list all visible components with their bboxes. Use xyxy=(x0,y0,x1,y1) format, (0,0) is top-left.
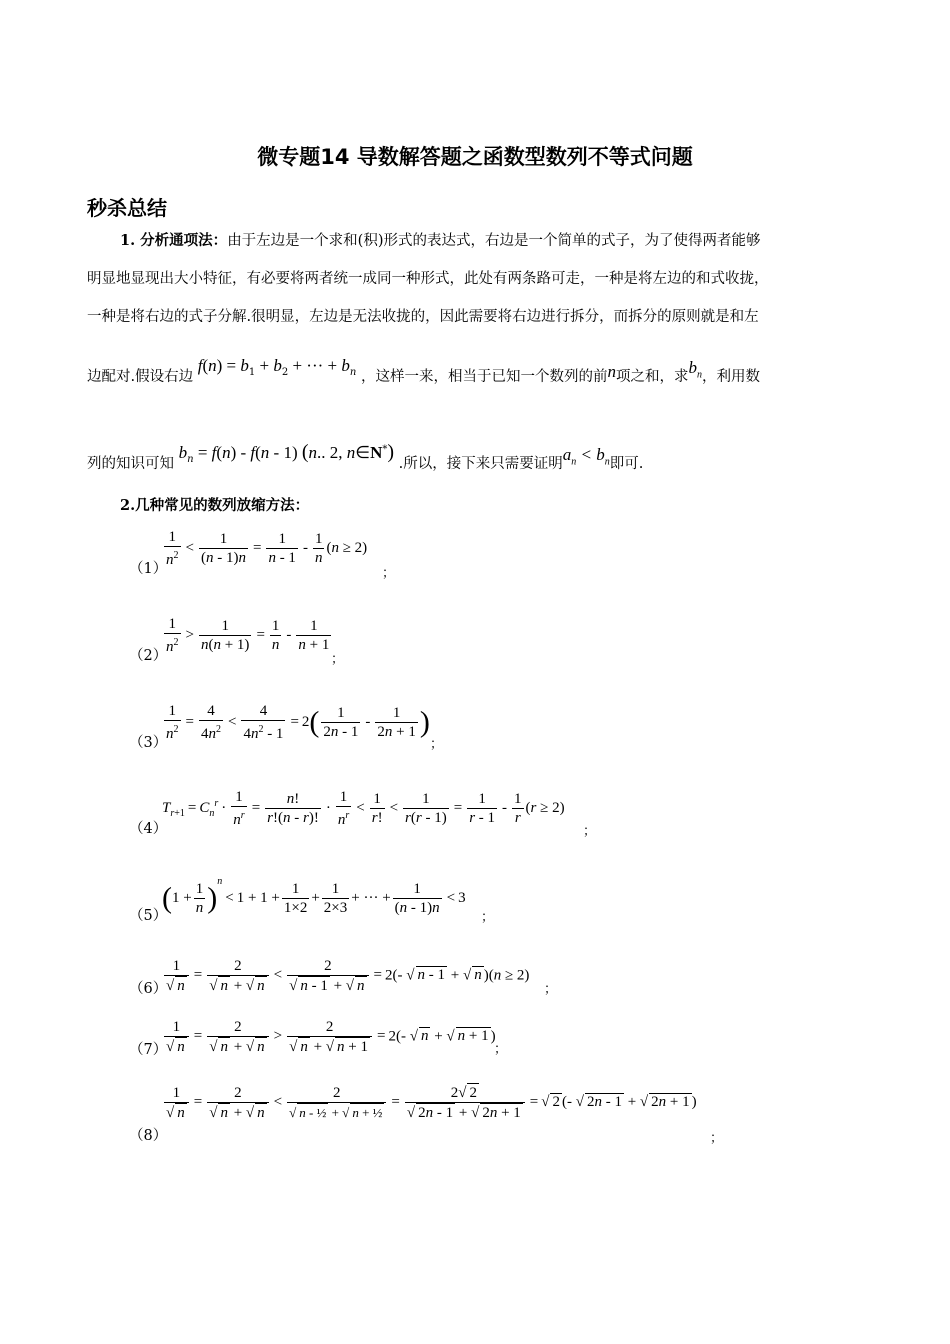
formula-bn: $b_n = f(n) - f(n - 1)$ (n.. 2, n∈N*) xyxy=(178,440,395,465)
page-title: 微专题14 导数解答题之函数型数列不等式问题 xyxy=(257,145,693,169)
item-7-label: （7） xyxy=(129,1042,168,1058)
p1-line4 xyxy=(87,356,760,393)
formula-5: (1 + $\frac{1}{n}$ )$^n$< 1 + 1 + $\frac{1}{1\times 2}$ + $\frac{1}{2\times 3}$ + ··· + $\frac{1}{(n - 1)n}$ < 3 xyxy=(162,876,466,917)
p1-text5c: 即可. xyxy=(609,455,644,472)
formula-fn: $f(n) = b_1 + b_2$ + ··· + $b_n$ xyxy=(197,356,357,378)
semicolon-3: ； xyxy=(430,737,444,752)
p1-text5b: .所以，接下来只需要证明 xyxy=(398,455,563,472)
item-4-label: （4） xyxy=(129,821,168,837)
formula-1: $\frac{1}{n^2}$ < $\frac{1}{(n - 1)n}$ = $\frac{1}{n - 1}$ - $\frac{1}{n}$ (n ≥ 2) xyxy=(166,529,368,568)
semicolon-4: ； xyxy=(583,824,597,839)
p1-text5a: 列的知识可知 xyxy=(87,455,174,472)
semicolon-6: ； xyxy=(544,982,558,997)
p1-line1 xyxy=(120,231,761,251)
section-heading: 秒杀总结 xyxy=(87,196,167,220)
semicolon-7: ； xyxy=(494,1042,508,1057)
p1-line5 xyxy=(87,440,644,480)
item-8-label: （8） xyxy=(129,1128,168,1144)
formula-6: $\frac{1}{√ n}$ = $\frac{2}{√ n + √ n}$ < $\frac{2}{√ n - 1 + √ n}$ = 2(- √ n - 1 + √ n )(n ≥ 2) xyxy=(166,958,530,994)
semicolon-2: ； xyxy=(331,652,345,667)
p1-text1: 由于左边是一个求和(积)形式的表达式，右边是一个简单的式子，为了使得两者能够 xyxy=(227,233,761,249)
item-5-label: （5） xyxy=(129,908,168,924)
item-2-label: （2） xyxy=(129,648,168,664)
formula-an-bn: $a_n < b_n$ xyxy=(562,444,610,468)
item-1-label: （1） xyxy=(129,561,168,577)
formula-4: $T_{r+1} = C_n^r$ · $\frac{1}{n^r}$ = $\frac{n!}{r!(n - r)!}$ · $\frac{1}{n^r}$ < $\frac{1}{r!}$ < $\frac{1}{r(r - 1)}$ = $\frac{1}{r - 1}$ - $\frac{1}{r}$ (r ≥ 2) xyxy=(162,789,565,828)
p1-text4a: 边配对.假设右边 xyxy=(87,369,194,385)
p1-line2: 明显地显现出大小特征，有必要将两者统一成同一种形式，此处有两条路可走，一种是将左边的和式收拢， xyxy=(87,271,769,287)
item-6-label: （6） xyxy=(129,981,168,997)
p1-text4c: 项之和，求 xyxy=(615,369,689,385)
p1-line3: 一种是将右边的式子分解.很明显，左边是无法收拢的，因此需要将右边进行拆分，而拆分的原则就是和左 xyxy=(87,309,759,325)
formula-7: $\frac{1}{√ n}$ = $\frac{2}{√ n + √ n}$ > $\frac{2}{√ n + √ n + 1}$ = 2(- √ n + √ n + 1 ) xyxy=(166,1019,496,1055)
p2-lead: 2.几种常见的数列放缩方法： xyxy=(120,497,310,514)
var-bn: $b_n$ xyxy=(688,358,702,381)
semicolon-8: ； xyxy=(710,1131,724,1146)
formula-8: $\frac{1}{√ n}$ = $\frac{2}{√ n + √ n}$ < $\frac{2}{\text{√ n - ½ + √ n + ½}}$ = $\frac{2√ 2}{√ 2n - 1 + √ 2n + 1}$ = √ 2 (- √ 2n - 1 + √ 2n + 1 ) xyxy=(166,1084,697,1121)
semicolon-5: ； xyxy=(481,910,495,925)
item-3-label: （3） xyxy=(129,735,168,751)
p1-text4b: ，这样一来，相当于已知一个数列的前 xyxy=(360,369,608,385)
var-n: n xyxy=(607,362,616,381)
p1-text4d: ，利用数 xyxy=(701,369,760,385)
semicolon-1: ； xyxy=(382,566,396,581)
formula-2: $\frac{1}{n^2}$ > $\frac{1}{n(n + 1)}$ = $\frac{1}{n}$ - $\frac{1}{n + 1}$ xyxy=(166,616,330,655)
formula-3: $\frac{1}{n^2}$ = $\frac{4}{4n^2}$ < $\frac{4}{4n^2 - 1}$ = 2( $\frac{1}{2n - 1}$ - $\frac{1}{2n + 1}$ ) xyxy=(166,703,430,742)
p1-lead: 1. 分析通项法： xyxy=(120,232,228,249)
